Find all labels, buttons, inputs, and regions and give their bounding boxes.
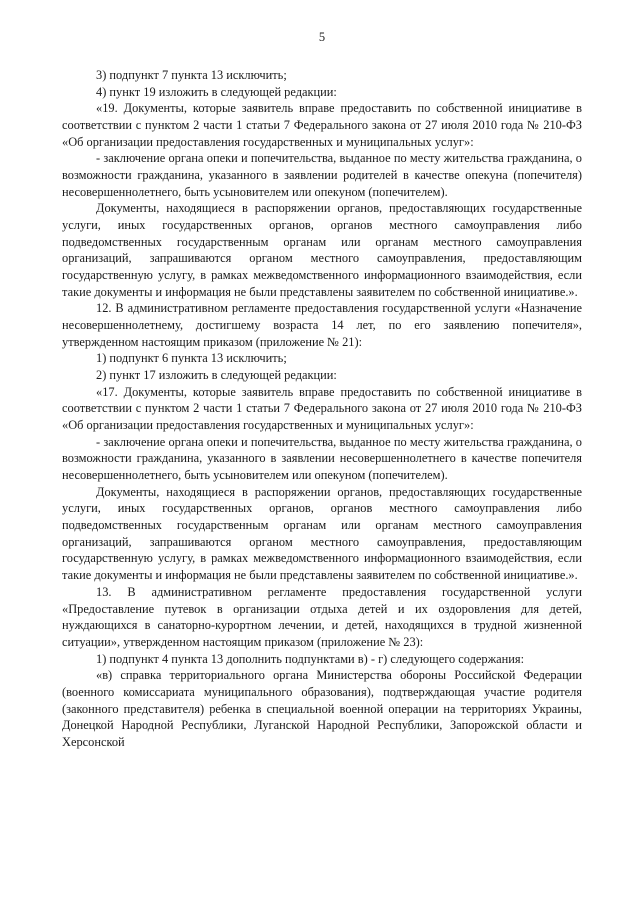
- paragraph: 12. В административном регламенте предоставления государственной услуги «Назначение несовершеннолетнему, достигшему возраста 14 лет, по его заявлению попечителя», утвержденном настоящим приказом (приложение № 21):: [62, 301, 582, 349]
- page-number: 5: [318, 30, 326, 44]
- paragraph: - заключение органа опеки и попечительства, выданное по месту жительства гражданина, о возможности гражданина, указанного в заявлении родителей в качестве опекуна (попечителя) несовершеннолетнего, быть усыновителем или опекуном (попечителем).: [62, 151, 582, 199]
- paragraph: 3) подпункт 7 пункта 13 исключить;: [96, 68, 287, 82]
- paragraph: Документы, находящиеся в распоряжении органов, предоставляющих государственные услуги, иных государственных органов, органов местного самоуправления либо подведомственных государственным органам или органам местного самоуправления организаций, запрашиваются органом местного самоуправления, предоставляющим государственную услугу, в рамках межведомственного информационного взаимодействия, если такие документы и информация не были представлены заявителем по собственной инициативе.».: [62, 201, 582, 299]
- paragraph: «в) справка территориального органа Министерства обороны Российской Федерации (военного комиссариата муниципального образования), подтверждающая участие родителя (законного представителя) ребенка в специальной военной операции на территориях Украины, Донецкой Народной Республики, Луганской Народной Республики, Запорожской области и Херсонской: [62, 668, 582, 749]
- paragraph: 2) пункт 17 изложить в следующей редакции:: [96, 368, 337, 383]
- paragraph: Документы, находящиеся в распоряжении органов, предоставляющих государственные услуги, иных государственных органов, органов местного самоуправления либо подведомственных государственным органам или органам местного самоуправления организаций, запрашиваются органом местного самоуправления, предоставляющим государственную услугу, в рамках межведомственного информационного взаимодействия, если такие документы и информация не были представлены заявителем по собственной инициативе.».: [62, 484, 582, 583]
- paragraph: 1) подпункт 4 пункта 13 дополнить подпунктами в) - г) следующего содержания:: [96, 651, 525, 666]
- paragraph: «19. Документы, которые заявитель вправе предоставить по собственной инициативе в соответствии с пунктом 2 части 1 статьи 7 Федерального закона от 27 июля 2010 года № 210-ФЗ «Об организации предоставления государственных и муниципальных услуг»:: [62, 101, 582, 149]
- paragraph: 4) пункт 19 изложить в следующей редакции:: [96, 84, 337, 99]
- paragraph: «17. Документы, которые заявитель вправе предоставить по собственной инициативе в соответствии с пунктом 2 части 1 статьи 7 Федерального закона от 27 июля 2010 года № 210-ФЗ «Об организации предоставления государственных и муниципальных услуг»:: [62, 384, 582, 433]
- paragraph: 1) подпункт 6 пункта 13 исключить;: [96, 351, 287, 366]
- document-body: [62, 67, 582, 751]
- paragraph: 13. В административном регламенте предоставления государственной услуги «Предоставление путевок в организации отдыха детей и их оздоровления для детей, нуждающихся в санаторно-курортном лечении, и детей, находящихся в трудной жизненной ситуации», утвержденном настоящим приказом (приложение № 23):: [62, 584, 582, 649]
- paragraph: - заключение органа опеки и попечительства, выданное по месту жительства гражданина, о возможности гражданина, указанного в заявлении несовершеннолетнего в качестве попечителя несовершеннолетнего, быть усыновителем или опекуном (попечителем).: [62, 434, 582, 483]
